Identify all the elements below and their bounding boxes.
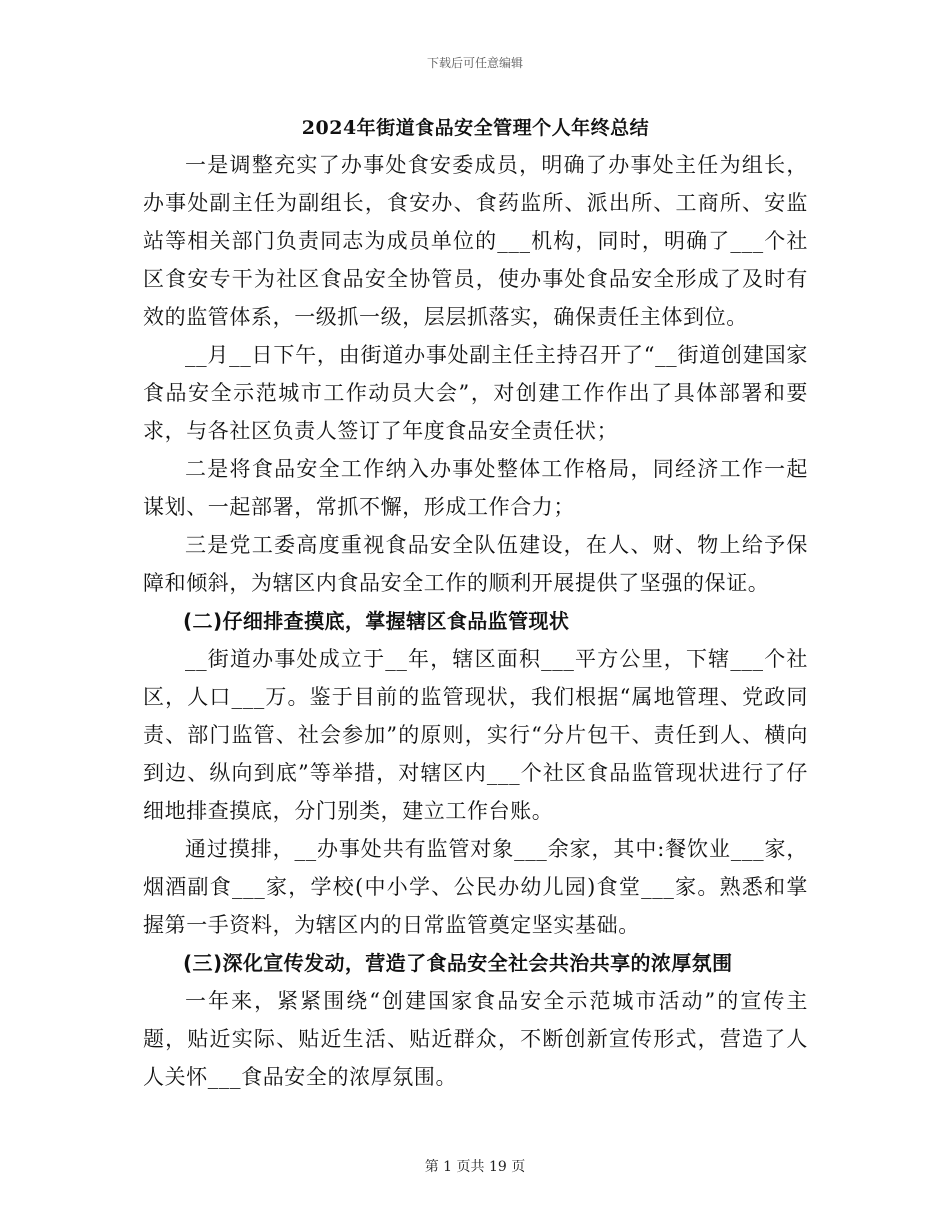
- paragraph: 三是党工委高度重视食品安全队伍建设，在人、财、物上给予保障和倾斜，为辖区内食品安全工作的顺利开展提供了坚强的保证。: [143, 533, 808, 595]
- paragraph: __月__日下午，由街道办事处副主任主持召开了“__街道创建国家食品安全示范城市工作动员大会”，对创建工作作出了具体部署和要求，与各社区负责人签订了年度食品安全责任状；: [143, 343, 808, 443]
- section-heading: (二)仔细排查摸底，掌握辖区食品监管现状: [183, 609, 570, 633]
- paragraph: __街道办事处成立于__年，辖区面积___平方公里，下辖___个社区，人口___万。鉴于目前的监管现状，我们根据“属地管理、党政同责、部门监管、社会参加”的原则，实行“分片包干、责任到人、横向到边、纵向到底”等举措，对辖区内___个社区食品监管现状进行了仔细地排查摸底，分门别类，建立工作台账。: [143, 647, 808, 823]
- section-heading: (三)深化宣传发动，营造了食品安全社会共治共享的浓厚氛围: [183, 951, 733, 975]
- paragraph: 一是调整充实了办事处食安委成员，明确了办事处主任为组长，办事处副主任为副组长，食安办、食药监所、派出所、工商所、安监站等相关部门负责同志为成员单位的___机构，同时，明确了___个社区食安专干为社区食品安全协管员，使办事处食品安全形成了及时有效的监管体系，一级抓一级，层层抓落实，确保责任主体到位。: [143, 153, 808, 329]
- document-body: [143, 110, 808, 1096]
- paragraph: 通过摸排，__办事处共有监管对象___余家，其中:餐饮业___家，烟酒副食___家，学校(中小学、公民办幼儿园)食堂___家。熟悉和掌握第一手资料，为辖区内的日常监管奠定坚实基础。: [143, 837, 808, 937]
- paragraph: 一年来，紧紧围绕“创建国家食品安全示范城市活动”的宣传主题，贴近实际、贴近生活、贴近群众，不断创新宣传形式，营造了人人关怀___食品安全的浓厚氛围。: [143, 989, 808, 1089]
- header-note: 下载后可任意编辑: [426, 56, 523, 70]
- document-title: 2024年街道食品安全管理个人年终总结: [301, 117, 650, 139]
- page-number: 第 1 页共 19 页: [424, 1159, 526, 1175]
- paragraph: 二是将食品安全工作纳入办事处整体工作格局，同经济工作一起谋划、一起部署，常抓不懈，形成工作合力；: [143, 457, 808, 519]
